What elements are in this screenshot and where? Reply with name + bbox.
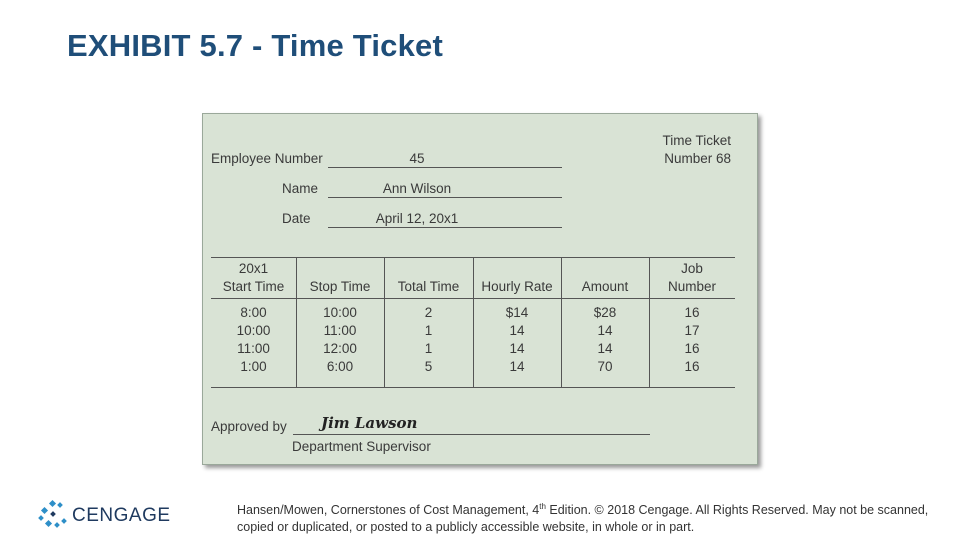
- header-line1: [561, 260, 649, 278]
- time-ticket: [202, 113, 758, 465]
- table-cell: 11:00: [323, 323, 357, 338]
- table-cell: 1: [424, 341, 433, 356]
- table-cell: 5: [424, 359, 433, 374]
- header-line1: 20x1: [238, 261, 269, 276]
- table-cell: $14: [505, 305, 529, 320]
- table-cell: 6:00: [326, 359, 354, 374]
- table-cell: 10:00: [236, 323, 271, 338]
- table-cell: 14: [509, 359, 525, 374]
- table-cell: 16: [684, 305, 700, 320]
- header-stop-time: [296, 260, 384, 296]
- header-line2: Amount: [581, 279, 629, 294]
- table-cell: $28: [593, 305, 617, 320]
- header-line2: Hourly Rate: [481, 279, 553, 294]
- table-cell: 70: [597, 359, 613, 374]
- footer-text-continued: Edition. © 2018 Cengage. All Rights Reserved. May not be scanned, copied or duplicated, or posted to a publicly accessible website, in whole or in part.: [237, 503, 929, 535]
- approval-line: [293, 434, 650, 435]
- table-cell: 1: [424, 323, 433, 338]
- footer-superscript: th: [539, 502, 546, 511]
- table-cell: 14: [509, 341, 525, 356]
- table-cell: 10:00: [323, 305, 357, 320]
- table-cell: 16: [684, 359, 700, 374]
- date-line: [328, 227, 562, 228]
- approved-by-label: Approved by: [211, 419, 287, 434]
- header-job-number: [649, 260, 735, 296]
- table-cell: 1:00: [240, 359, 267, 374]
- header-total-time: [384, 260, 473, 296]
- table-cell: 2: [424, 305, 433, 320]
- date-value: April 12, 20x1: [375, 211, 459, 226]
- table-cell: 17: [684, 323, 700, 338]
- name-label: Name: [282, 181, 319, 196]
- copyright-footer: [237, 498, 947, 536]
- employee-number-line: [328, 167, 562, 168]
- header-amount: [561, 260, 649, 296]
- header-line2: Start Time: [222, 279, 285, 294]
- cengage-logo-text: CENGAGE: [72, 505, 171, 526]
- slide-title: EXHIBIT 5.7 - Time Ticket: [67, 28, 443, 63]
- name-value: Ann Wilson: [382, 181, 452, 196]
- footer-text: Hansen/Mowen, Cornerstones of Cost Management, 4: [237, 503, 540, 518]
- ticket-number: Number 68: [664, 151, 731, 166]
- ticket-title: Time Ticket: [662, 133, 731, 148]
- department-supervisor-label: Department Supervisor: [292, 439, 431, 454]
- header-line1: [384, 260, 473, 278]
- header-line1: [296, 260, 384, 278]
- date-label: Date: [282, 211, 311, 226]
- table-cell: 14: [509, 323, 525, 338]
- header-line2: Number: [667, 279, 716, 294]
- table-cell: 16: [684, 341, 700, 356]
- header-line2: Total Time: [397, 279, 460, 294]
- header-start-time: [211, 260, 296, 296]
- name-line: [328, 197, 562, 198]
- table-cell: 14: [597, 323, 613, 338]
- table-cell: 11:00: [237, 341, 270, 356]
- table-cell: 8:00: [240, 305, 267, 320]
- employee-number-value: 45: [409, 151, 425, 166]
- header-line2: Stop Time: [309, 279, 371, 294]
- header-hourly-rate: [473, 260, 561, 296]
- table-cell: 12:00: [323, 341, 357, 356]
- table-cell: 14: [597, 341, 613, 356]
- supervisor-signature: Jim Lawson: [321, 414, 418, 432]
- header-line1: Job: [681, 261, 703, 276]
- employee-number-label: Employee Number: [211, 151, 323, 166]
- header-line1: [473, 260, 561, 278]
